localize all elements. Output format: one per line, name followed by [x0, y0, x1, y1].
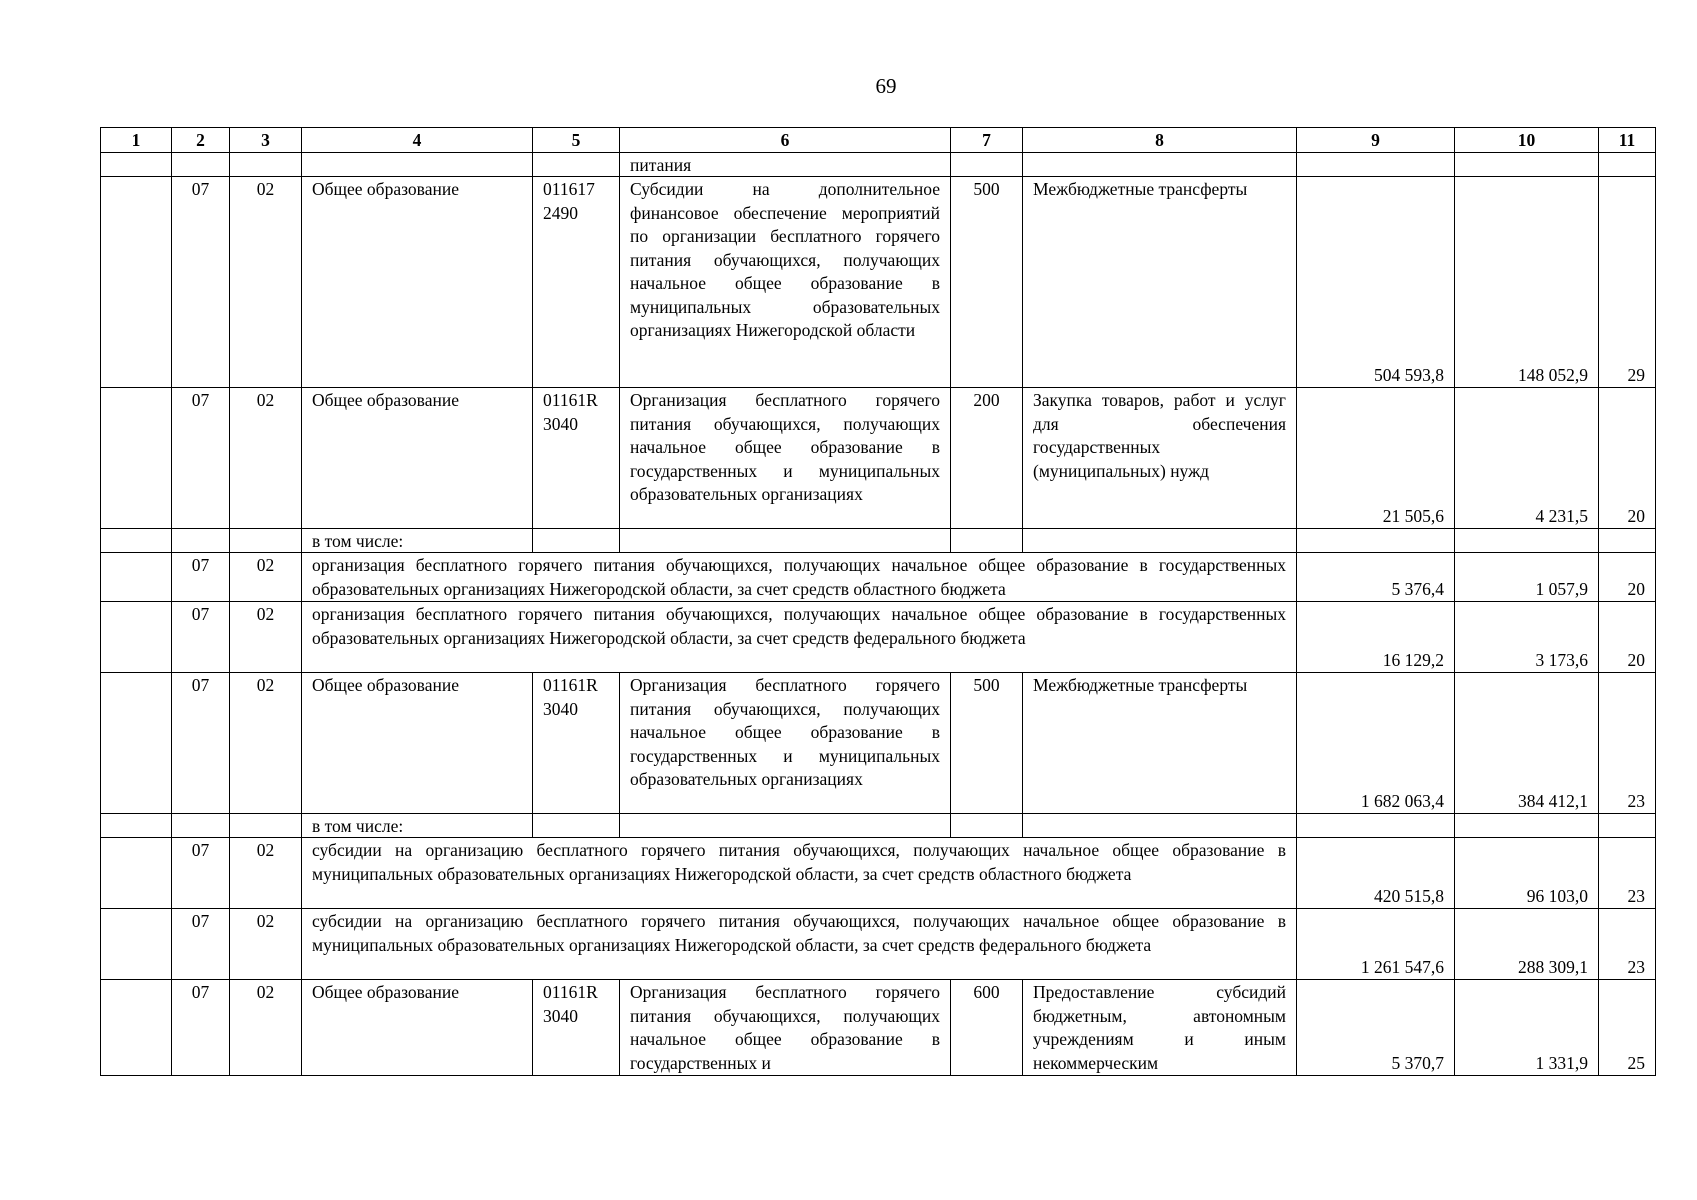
- header-cell: 11: [1599, 128, 1656, 153]
- expense-type-code: 600: [951, 980, 1023, 1076]
- percent-value: 23: [1599, 909, 1656, 980]
- percent-value: 23: [1599, 673, 1656, 814]
- section-code: 07: [172, 388, 230, 529]
- header-cell: 6: [620, 128, 951, 153]
- subsection-code: 02: [230, 980, 302, 1076]
- subsection-code: 02: [230, 553, 302, 602]
- table-row: [101, 177, 1656, 388]
- percent-value: 29: [1599, 177, 1656, 388]
- header-cell: 1: [101, 128, 172, 153]
- section-code: 07: [172, 602, 230, 673]
- subsection-code: 02: [230, 673, 302, 814]
- amount-value: 1 261 547,6: [1297, 909, 1455, 980]
- table-row: [101, 909, 1656, 980]
- amount-value: 3 173,6: [1455, 602, 1599, 673]
- section-name: Общее образование: [302, 673, 533, 814]
- section-name: Общее образование: [302, 177, 533, 388]
- amount-value: 504 593,8: [1297, 177, 1455, 388]
- budget-table: [100, 127, 1656, 1076]
- table-row: [101, 388, 1656, 529]
- header-cell: 5: [533, 128, 620, 153]
- expense-type-name: Межбюджетные трансферты: [1023, 673, 1297, 814]
- amount-value: 1 331,9: [1455, 980, 1599, 1076]
- amount-value: 1 682 063,4: [1297, 673, 1455, 814]
- including-label: в том числе:: [302, 814, 533, 838]
- header-cell: 3: [230, 128, 302, 153]
- expense-type-code: 200: [951, 388, 1023, 529]
- item-description: Организация бесплатного горячего питания обучающихся, получающих начальное общее образование в государственных и муниципальных образовательных организациях: [620, 673, 951, 814]
- target-code: 01161R 3040: [533, 980, 620, 1076]
- table-row: [101, 673, 1656, 814]
- amount-value: 1 057,9: [1455, 553, 1599, 602]
- percent-value: 20: [1599, 602, 1656, 673]
- target-code: 011617 2490: [533, 177, 620, 388]
- section-name: Общее образование: [302, 388, 533, 529]
- expense-type-code: 500: [951, 177, 1023, 388]
- table-row: [101, 602, 1656, 673]
- section-code: 07: [172, 838, 230, 909]
- page-number: 69: [875, 74, 897, 98]
- section-code: 07: [172, 980, 230, 1076]
- item-description: Субсидии на дополнительное финансовое обеспечение мероприятий по организации бесплатного горячего питания обучающихся, получающих начальное общее образование в муниципальных образовательных организациях Нижегородской области: [620, 177, 951, 388]
- amount-value: 5 370,7: [1297, 980, 1455, 1076]
- section-code: 07: [172, 553, 230, 602]
- header-cell: 2: [172, 128, 230, 153]
- amount-value: 288 309,1: [1455, 909, 1599, 980]
- header-row: [101, 128, 1656, 153]
- subsection-code: 02: [230, 909, 302, 980]
- amount-value: 5 376,4: [1297, 553, 1455, 602]
- expense-type-name: Закупка товаров, работ и услуг для обеспечения государственных (муниципальных) нужд: [1023, 388, 1297, 529]
- continuation-text: питания: [620, 153, 951, 177]
- amount-value: 148 052,9: [1455, 177, 1599, 388]
- expense-type-name: Межбюджетные трансферты: [1023, 177, 1297, 388]
- section-name: Общее образование: [302, 980, 533, 1076]
- header-cell: 9: [1297, 128, 1455, 153]
- section-code: 07: [172, 909, 230, 980]
- amount-value: 4 231,5: [1455, 388, 1599, 529]
- continuation-row: [101, 153, 1656, 177]
- target-code: 01161R 3040: [533, 673, 620, 814]
- subsection-code: 02: [230, 177, 302, 388]
- header-cell: 10: [1455, 128, 1599, 153]
- subsection-code: 02: [230, 388, 302, 529]
- amount-value: 96 103,0: [1455, 838, 1599, 909]
- label-row: [101, 529, 1656, 553]
- including-label: в том числе:: [302, 529, 533, 553]
- sub-item-description: организация бесплатного горячего питания обучающихся, получающих начальное общее образование в государственных образовательных организациях Нижегородской области, за счет средств федерального бюджета: [302, 602, 1297, 673]
- table-row: [101, 980, 1656, 1076]
- subsection-code: 02: [230, 602, 302, 673]
- percent-value: 23: [1599, 838, 1656, 909]
- expense-type-code: 500: [951, 673, 1023, 814]
- section-code: 07: [172, 177, 230, 388]
- amount-value: 16 129,2: [1297, 602, 1455, 673]
- item-description: Организация бесплатного горячего питания обучающихся, получающих начальное общее образование в государственных и муниципальных образовательных организациях: [620, 388, 951, 529]
- sub-item-description: субсидии на организацию бесплатного горячего питания обучающихся, получающих начальное общее образование в муниципальных образовательных организациях Нижегородской области, за счет средств областного бюджета: [302, 838, 1297, 909]
- amount-value: 384 412,1: [1455, 673, 1599, 814]
- table-row: [101, 553, 1656, 602]
- item-description: Организация бесплатного горячего питания обучающихся, получающих начальное общее образование в государственных и: [620, 980, 951, 1076]
- header-cell: 8: [1023, 128, 1297, 153]
- amount-value: 21 505,6: [1297, 388, 1455, 529]
- header-cell: 7: [951, 128, 1023, 153]
- sub-item-description: субсидии на организацию бесплатного горячего питания обучающихся, получающих начальное общее образование в муниципальных образовательных организациях Нижегородской области, за счет средств федерального бюджета: [302, 909, 1297, 980]
- target-code: 01161R 3040: [533, 388, 620, 529]
- subsection-code: 02: [230, 838, 302, 909]
- table-row: [101, 838, 1656, 909]
- percent-value: 20: [1599, 388, 1656, 529]
- sub-item-description: организация бесплатного горячего питания обучающихся, получающих начальное общее образование в государственных образовательных организациях Нижегородской области, за счет средств областного бюджета: [302, 553, 1297, 602]
- label-row: [101, 814, 1656, 838]
- percent-value: 20: [1599, 553, 1656, 602]
- amount-value: 420 515,8: [1297, 838, 1455, 909]
- section-code: 07: [172, 673, 230, 814]
- header-cell: 4: [302, 128, 533, 153]
- expense-type-name: Предоставление субсидий бюджетным, автономным учреждениям и иным некоммерческим: [1023, 980, 1297, 1076]
- percent-value: 25: [1599, 980, 1656, 1076]
